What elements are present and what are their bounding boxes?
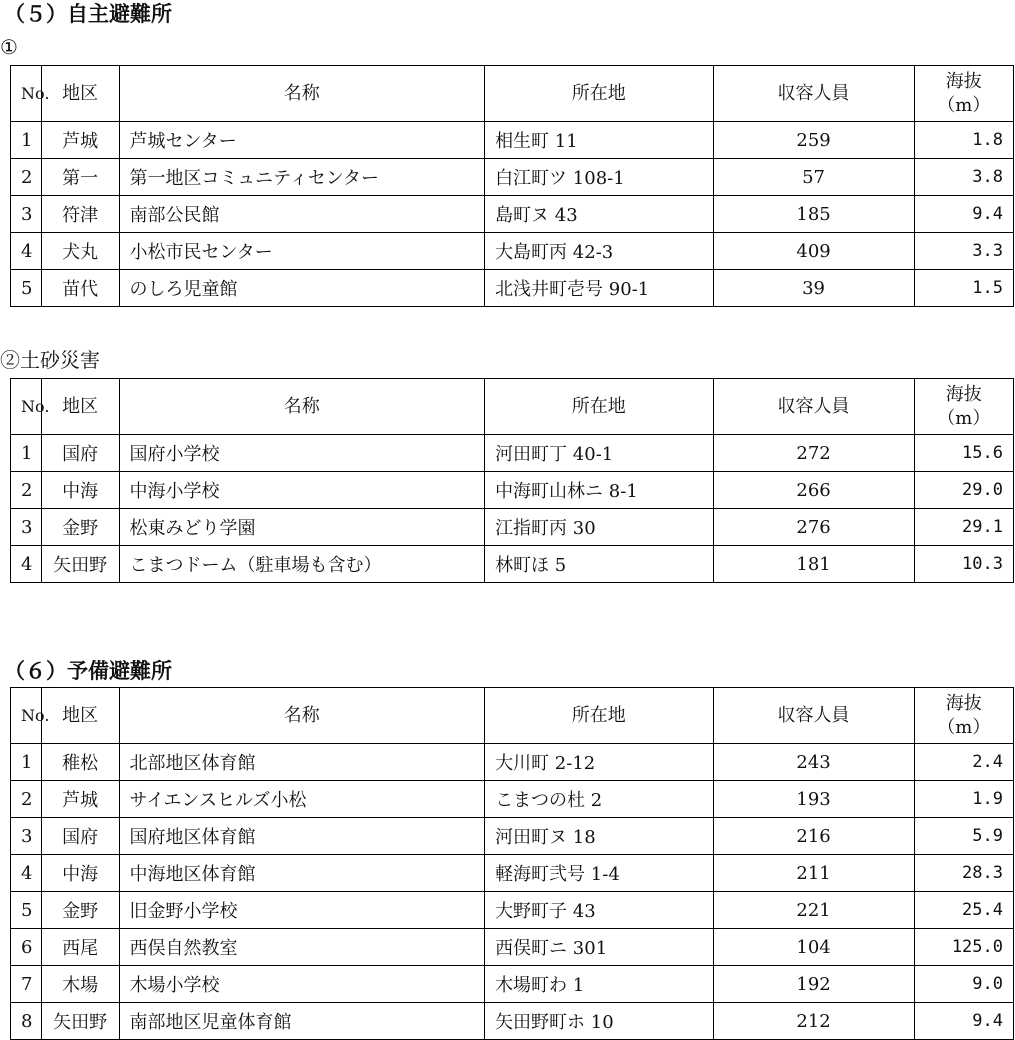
cell-capacity: 104 [713, 929, 914, 966]
cell-address: 北浅井町壱号 90-1 [485, 270, 713, 307]
cell-altitude: 9.0 [914, 966, 1013, 1003]
header-capacity: 収容人員 [713, 66, 914, 122]
cell-capacity: 192 [713, 966, 914, 1003]
cell-address: 中海町山林ニ 8-1 [485, 472, 713, 509]
cell-no: 5 [11, 270, 42, 307]
cell-capacity: 259 [713, 122, 914, 159]
cell-address: 白江町ツ 108-1 [485, 159, 713, 196]
cell-altitude: 9.4 [914, 1003, 1013, 1040]
cell-district: 稚松 [41, 744, 119, 781]
header-no: No. [11, 66, 42, 122]
cell-address: 矢田野町ホ 10 [485, 1003, 713, 1040]
cell-no: 1 [11, 122, 42, 159]
cell-district: 矢田野 [41, 546, 119, 583]
cell-no: 2 [11, 781, 42, 818]
cell-capacity: 181 [713, 546, 914, 583]
cell-no: 5 [11, 892, 42, 929]
cell-district: 第一 [41, 159, 119, 196]
cell-capacity: 216 [713, 818, 914, 855]
cell-capacity: 409 [713, 233, 914, 270]
cell-name: 南部公民館 [119, 196, 485, 233]
cell-no: 4 [11, 855, 42, 892]
cell-district: 金野 [41, 509, 119, 546]
cell-address: 西俣町ニ 301 [485, 929, 713, 966]
table-header-row [11, 379, 1014, 435]
cell-altitude: 29.0 [914, 472, 1013, 509]
cell-capacity: 243 [713, 744, 914, 781]
cell-district: 金野 [41, 892, 119, 929]
cell-altitude: 3.3 [914, 233, 1013, 270]
table-row [11, 855, 1014, 892]
cell-name: 北部地区体育館 [119, 744, 485, 781]
header-district: 地区 [41, 379, 119, 435]
table-1-caption: ① [0, 35, 18, 59]
cell-altitude: 1.9 [914, 781, 1013, 818]
cell-no: 4 [11, 233, 42, 270]
table-row [11, 929, 1014, 966]
cell-no: 7 [11, 966, 42, 1003]
section-6-heading: （６）予備避難所 [4, 659, 172, 683]
cell-no: 3 [11, 509, 42, 546]
header-address: 所在地 [485, 379, 713, 435]
cell-name: 中海地区体育館 [119, 855, 485, 892]
header-address: 所在地 [485, 66, 713, 122]
cell-capacity: 193 [713, 781, 914, 818]
table-row [11, 966, 1014, 1003]
cell-no: 1 [11, 435, 42, 472]
cell-name: 松東みどり学園 [119, 509, 485, 546]
cell-no: 2 [11, 159, 42, 196]
cell-name: 南部地区児童体育館 [119, 1003, 485, 1040]
table-row [11, 435, 1014, 472]
cell-capacity: 221 [713, 892, 914, 929]
cell-altitude: 10.3 [914, 546, 1013, 583]
cell-no: 6 [11, 929, 42, 966]
cell-address: 大川町 2-12 [485, 744, 713, 781]
cell-name: サイエンスヒルズ小松 [119, 781, 485, 818]
table-row [11, 744, 1014, 781]
table-row [11, 892, 1014, 929]
cell-capacity: 272 [713, 435, 914, 472]
cell-capacity: 57 [713, 159, 914, 196]
cell-district: 苗代 [41, 270, 119, 307]
cell-address: 河田町ヌ 18 [485, 818, 713, 855]
cell-address: 大野町子 43 [485, 892, 713, 929]
cell-address: こまつの杜 2 [485, 781, 713, 818]
cell-district: 中海 [41, 855, 119, 892]
cell-address: 江指町丙 30 [485, 509, 713, 546]
table-header-row [11, 66, 1014, 122]
header-name: 名称 [119, 379, 485, 435]
cell-district: 中海 [41, 472, 119, 509]
cell-altitude: 9.4 [914, 196, 1013, 233]
cell-address: 島町ヌ 43 [485, 196, 713, 233]
cell-no: 1 [11, 744, 42, 781]
cell-name: のしろ児童館 [119, 270, 485, 307]
cell-name: 旧金野小学校 [119, 892, 485, 929]
cell-name: 第一地区コミュニティセンター [119, 159, 485, 196]
header-name: 名称 [119, 688, 485, 744]
table-row [11, 546, 1014, 583]
cell-district: 木場 [41, 966, 119, 1003]
header-no: No. [11, 379, 42, 435]
cell-name: 国府小学校 [119, 435, 485, 472]
table-row [11, 509, 1014, 546]
cell-altitude: 3.8 [914, 159, 1013, 196]
cell-altitude: 28.3 [914, 855, 1013, 892]
header-name: 名称 [119, 66, 485, 122]
cell-capacity: 212 [713, 1003, 914, 1040]
cell-capacity: 276 [713, 509, 914, 546]
table-row [11, 818, 1014, 855]
cell-district: 国府 [41, 435, 119, 472]
cell-capacity: 266 [713, 472, 914, 509]
cell-district: 芦城 [41, 781, 119, 818]
table-row [11, 781, 1014, 818]
cell-altitude: 5.9 [914, 818, 1013, 855]
cell-district: 芦城 [41, 122, 119, 159]
cell-district: 国府 [41, 818, 119, 855]
cell-capacity: 185 [713, 196, 914, 233]
cell-district: 犬丸 [41, 233, 119, 270]
header-altitude: 海抜 （m） [914, 688, 1013, 744]
backup-evacuation-table [10, 687, 1014, 1040]
cell-address: 大島町丙 42-3 [485, 233, 713, 270]
section-5-heading: （５）自主避難所 [4, 2, 172, 26]
header-district: 地区 [41, 66, 119, 122]
cell-altitude: 2.4 [914, 744, 1013, 781]
cell-altitude: 15.6 [914, 435, 1013, 472]
cell-address: 河田町丁 40-1 [485, 435, 713, 472]
cell-capacity: 39 [713, 270, 914, 307]
cell-district: 矢田野 [41, 1003, 119, 1040]
cell-altitude: 1.5 [914, 270, 1013, 307]
cell-altitude: 125.0 [914, 929, 1013, 966]
header-altitude: 海抜 （m） [914, 379, 1013, 435]
header-district: 地区 [41, 688, 119, 744]
cell-address: 軽海町弐号 1-4 [485, 855, 713, 892]
cell-address: 木場町わ 1 [485, 966, 713, 1003]
self-evacuation-table [10, 65, 1014, 307]
cell-name: 西俣自然教室 [119, 929, 485, 966]
cell-altitude: 25.4 [914, 892, 1013, 929]
cell-no: 3 [11, 818, 42, 855]
cell-name: 木場小学校 [119, 966, 485, 1003]
cell-capacity: 211 [713, 855, 914, 892]
cell-altitude: 29.1 [914, 509, 1013, 546]
table-row [11, 472, 1014, 509]
cell-name: 小松市民センター [119, 233, 485, 270]
table-row [11, 270, 1014, 307]
table-row [11, 196, 1014, 233]
table-row [11, 233, 1014, 270]
cell-name: 中海小学校 [119, 472, 485, 509]
cell-name: こまつドーム（駐車場も含む） [119, 546, 485, 583]
header-no: No. [11, 688, 42, 744]
cell-no: 3 [11, 196, 42, 233]
table-header-row [11, 688, 1014, 744]
table-row [11, 159, 1014, 196]
header-capacity: 収容人員 [713, 379, 914, 435]
header-capacity: 収容人員 [713, 688, 914, 744]
cell-address: 林町ほ 5 [485, 546, 713, 583]
header-address: 所在地 [485, 688, 713, 744]
cell-no: 4 [11, 546, 42, 583]
table-2-caption: ②土砂災害 [0, 348, 100, 372]
cell-district: 西尾 [41, 929, 119, 966]
table-row [11, 122, 1014, 159]
table-row [11, 1003, 1014, 1040]
cell-address: 相生町 11 [485, 122, 713, 159]
cell-name: 芦城センター [119, 122, 485, 159]
cell-name: 国府地区体育館 [119, 818, 485, 855]
cell-no: 2 [11, 472, 42, 509]
landslide-evacuation-table [10, 378, 1014, 583]
cell-district: 符津 [41, 196, 119, 233]
cell-altitude: 1.8 [914, 122, 1013, 159]
cell-no: 8 [11, 1003, 42, 1040]
header-altitude: 海抜 （m） [914, 66, 1013, 122]
